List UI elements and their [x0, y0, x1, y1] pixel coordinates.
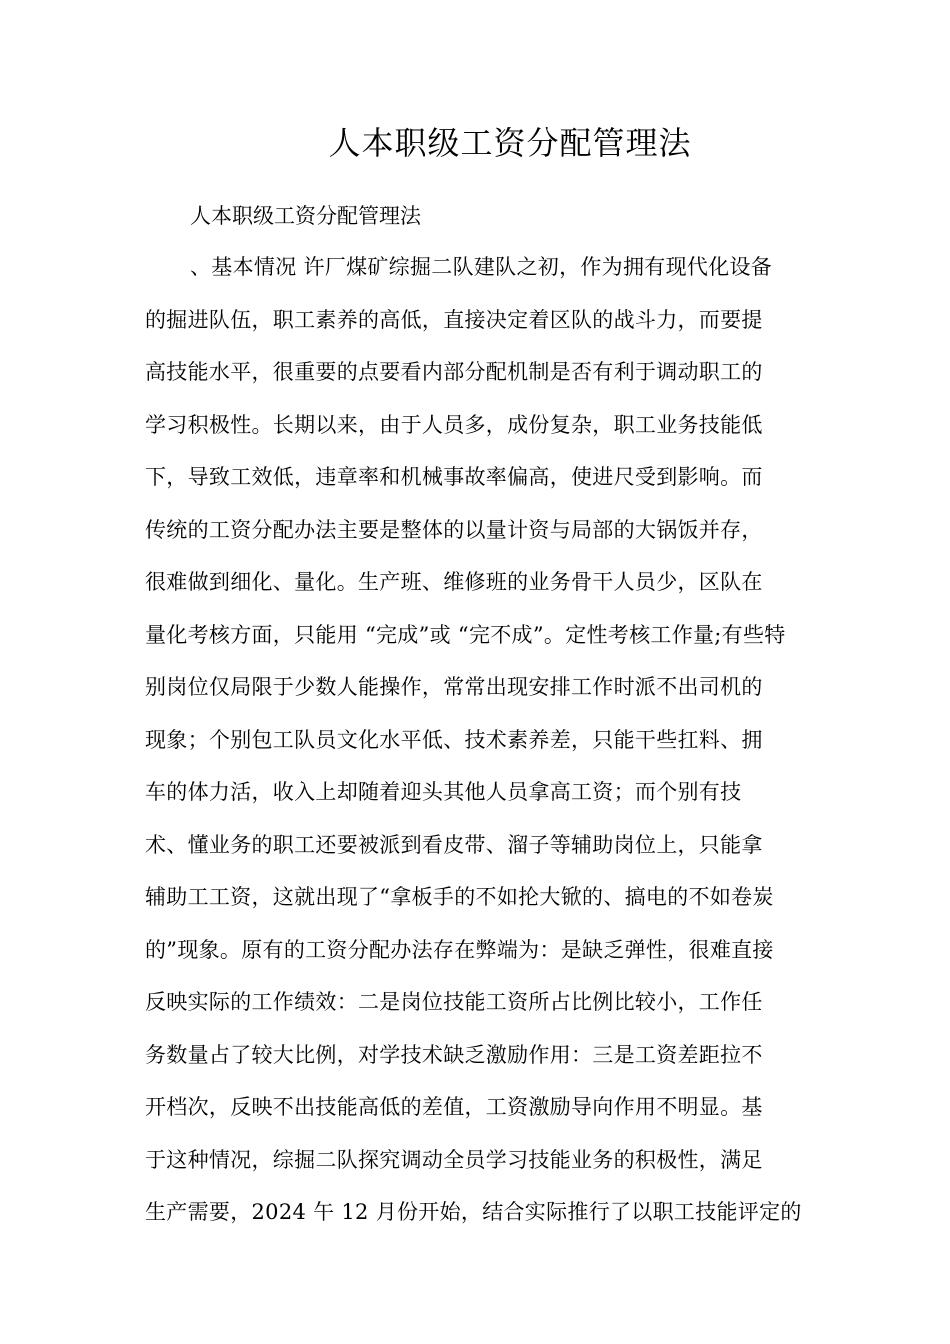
body-line: 高技能水平，很重要的点要看内部分配机制是否有利于调动职工的	[145, 360, 763, 384]
body-line: 生产需要，2024 午 12 月份开始，结合实际推行了以职工技能评定的	[145, 1200, 802, 1224]
body-line: 量化考核方面，只能用 “完成”或 “完不成”。定性考核工作量;有些特	[145, 622, 786, 647]
body-line: 车的体力活，收入上却随着迎头其他人员拿高工资；而个别有技	[145, 780, 742, 804]
body-line: 反映实际的工作绩效：二是岗位技能工资所占比例比较小，工作任	[145, 990, 763, 1014]
body-line: 下，导致工效低，违章率和机械事故率偏高，使进尺受到影响。而	[145, 465, 763, 489]
body-line: 、基本情况 许厂煤矿综掘二队建队之初，作为拥有现代化设备	[190, 255, 773, 279]
body-line: 别岗位仅局限于少数人能操作，常常出现安排工作时派不出司机的	[145, 675, 763, 699]
body-line: 于这种情况，综掘二队探究调动全员学习技能业务的积极性，满足	[145, 1147, 763, 1172]
body-line: 术、懂业务的职工还要被派到看皮带、溜子等辅助岗位上，只能拿	[145, 832, 763, 857]
body-line: 学习积极性。长期以来，由于人员多，成份复杂，职工业务技能低	[145, 412, 763, 437]
document-body	[145, 246, 825, 1244]
body-line: 很难做到细化、量化。生产班、维修班的业务骨干人员少，区队在	[145, 570, 763, 594]
body-line: 辅助工工资，这就出现了“拿板手的不如抡大锨的、搞电的不如卷炭	[145, 885, 774, 909]
document-title: 人本职级工资分配管理法	[328, 124, 692, 162]
body-line: 务数量占了较大比例，对学技术缺乏激励作用：三是工资差距拉不	[145, 1042, 763, 1067]
body-line: 传统的工资分配办法主要是整体的以量计资与局部的大锅饭并存，	[145, 517, 763, 542]
document-subtitle: 人本职级工资分配管理法	[190, 204, 421, 228]
body-line: 开档次，反映不出技能高低的差值，工资激励导向作用不明显。基	[145, 1095, 763, 1119]
body-line: 现象；个别包工队员文化水平低、技术素养差，只能干些扛料、拥	[145, 727, 763, 752]
body-line: 的”现象。原有的工资分配办法存在弊端为：是缺乏弹性，很难直接	[145, 937, 774, 962]
body-line: 的掘进队伍，职工素养的高低，直接决定着区队的战斗力，而要提	[145, 307, 763, 332]
